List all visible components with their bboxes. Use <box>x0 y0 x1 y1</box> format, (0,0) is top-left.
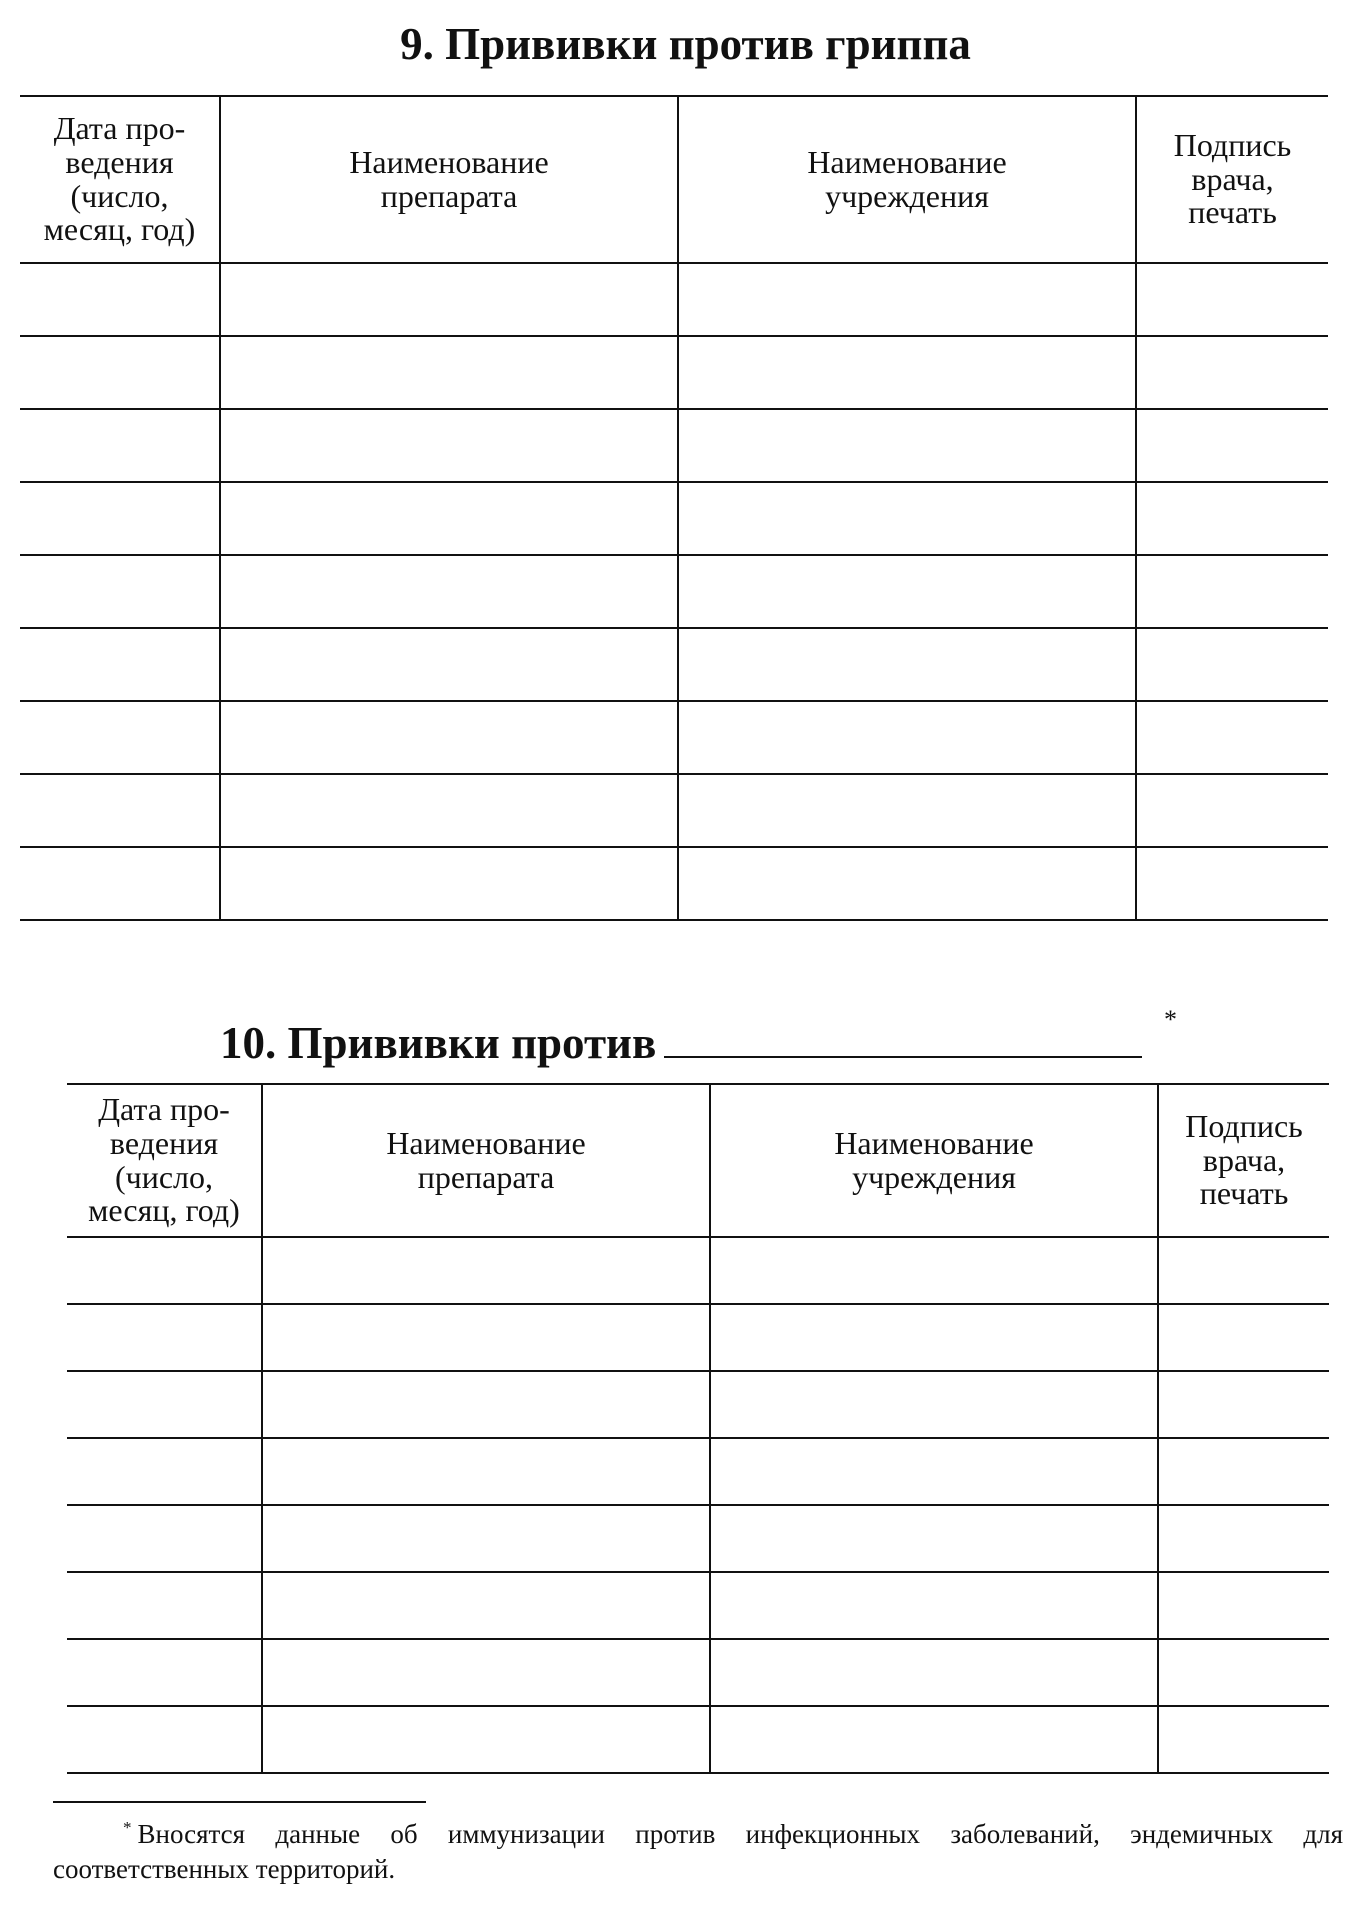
footnote-divider <box>53 1801 426 1803</box>
table-row <box>20 628 1328 701</box>
flu-vaccination-table <box>20 95 1328 921</box>
header-preparation-label: Наименование препарата <box>349 143 549 214</box>
signature-cell[interactable] <box>1136 409 1328 482</box>
preparation-cell[interactable] <box>262 1505 710 1572</box>
institution-cell[interactable] <box>710 1304 1158 1371</box>
table-row <box>20 482 1328 555</box>
preparation-cell[interactable] <box>220 847 678 920</box>
institution-cell[interactable] <box>678 847 1136 920</box>
preparation-cell[interactable] <box>220 774 678 847</box>
table-row <box>67 1572 1329 1639</box>
date-cell[interactable] <box>67 1505 262 1572</box>
header-date-label: Дата про- ведения (число, месяц, год) <box>43 110 196 248</box>
preparation-cell[interactable] <box>262 1639 710 1706</box>
institution-cell[interactable] <box>710 1639 1158 1706</box>
table-header-row <box>67 1084 1329 1237</box>
date-cell[interactable] <box>67 1572 262 1639</box>
date-cell[interactable] <box>67 1706 262 1773</box>
institution-cell[interactable] <box>710 1505 1158 1572</box>
header-signature-label: Подпись врача, печать <box>1173 127 1292 231</box>
institution-cell[interactable] <box>678 263 1136 336</box>
table-row <box>20 555 1328 628</box>
footnote <box>53 1817 1343 1886</box>
table-row <box>20 847 1328 920</box>
table-row <box>20 774 1328 847</box>
preparation-cell[interactable] <box>220 336 678 409</box>
institution-cell[interactable] <box>678 409 1136 482</box>
header-date <box>20 96 220 263</box>
footnote-mark: * <box>123 1818 132 1837</box>
other-vaccination-table <box>67 1083 1329 1774</box>
preparation-cell[interactable] <box>220 482 678 555</box>
table-body <box>20 263 1328 920</box>
institution-cell[interactable] <box>678 628 1136 701</box>
header-preparation <box>262 1084 710 1237</box>
date-cell[interactable] <box>20 628 220 701</box>
header-preparation <box>220 96 678 263</box>
signature-cell[interactable] <box>1158 1304 1329 1371</box>
header-date-label: Дата про- ведения (число, месяц, год) <box>88 1091 240 1229</box>
date-cell[interactable] <box>20 263 220 336</box>
preparation-cell[interactable] <box>262 1304 710 1371</box>
signature-cell[interactable] <box>1158 1438 1329 1505</box>
date-cell[interactable] <box>67 1237 262 1304</box>
signature-cell[interactable] <box>1136 701 1328 774</box>
institution-cell[interactable] <box>678 482 1136 555</box>
table-row <box>67 1371 1329 1438</box>
date-cell[interactable] <box>20 847 220 920</box>
institution-cell[interactable] <box>678 774 1136 847</box>
header-signature <box>1158 1084 1329 1237</box>
preparation-cell[interactable] <box>262 1706 710 1773</box>
date-cell[interactable] <box>67 1438 262 1505</box>
institution-cell[interactable] <box>710 1237 1158 1304</box>
preparation-cell[interactable] <box>262 1371 710 1438</box>
table-row <box>67 1438 1329 1505</box>
signature-cell[interactable] <box>1158 1371 1329 1438</box>
institution-cell[interactable] <box>678 555 1136 628</box>
table-row <box>20 409 1328 482</box>
table-row <box>20 336 1328 409</box>
preparation-cell[interactable] <box>262 1572 710 1639</box>
date-cell[interactable] <box>20 336 220 409</box>
table-header-row <box>20 96 1328 263</box>
table-row <box>20 701 1328 774</box>
institution-cell[interactable] <box>710 1371 1158 1438</box>
date-cell[interactable] <box>20 555 220 628</box>
signature-cell[interactable] <box>1136 263 1328 336</box>
preparation-cell[interactable] <box>220 701 678 774</box>
table-body <box>67 1237 1329 1773</box>
header-signature-label: Подпись врача, печать <box>1185 1108 1303 1212</box>
table-row <box>67 1237 1329 1304</box>
section-9-title <box>0 19 1371 69</box>
signature-cell[interactable] <box>1158 1706 1329 1773</box>
institution-cell[interactable] <box>710 1572 1158 1639</box>
date-cell[interactable] <box>20 774 220 847</box>
date-cell[interactable] <box>20 701 220 774</box>
footnote-text: Вносятся данные об иммунизации против инфекционных заболеваний, эндемичных для соответственных территорий. <box>53 1819 1343 1884</box>
date-cell[interactable] <box>67 1639 262 1706</box>
section-10-title <box>220 1016 1142 1066</box>
preparation-cell[interactable] <box>220 628 678 701</box>
header-institution <box>710 1084 1158 1237</box>
signature-cell[interactable] <box>1136 336 1328 409</box>
table-row <box>67 1304 1329 1371</box>
signature-cell[interactable] <box>1136 774 1328 847</box>
disease-name-blank[interactable] <box>664 1016 1142 1058</box>
signature-cell[interactable] <box>1158 1237 1329 1304</box>
institution-cell[interactable] <box>678 701 1136 774</box>
signature-cell[interactable] <box>1158 1639 1329 1706</box>
signature-cell[interactable] <box>1136 482 1328 555</box>
signature-cell[interactable] <box>1136 628 1328 701</box>
section-9-title-text: 9. Прививки против гриппа <box>400 19 971 69</box>
signature-cell[interactable] <box>1158 1572 1329 1639</box>
table-row <box>67 1706 1329 1773</box>
table-row <box>67 1505 1329 1572</box>
header-signature <box>1136 96 1328 263</box>
header-preparation-label: Наименование препарата <box>386 1124 586 1195</box>
header-institution-label: Наименование учреждения <box>834 1124 1034 1195</box>
header-date <box>67 1084 262 1237</box>
institution-cell[interactable] <box>710 1438 1158 1505</box>
date-cell[interactable] <box>67 1371 262 1438</box>
preparation-cell[interactable] <box>220 555 678 628</box>
preparation-cell[interactable] <box>220 409 678 482</box>
table-row <box>20 263 1328 336</box>
signature-cell[interactable] <box>1136 555 1328 628</box>
header-institution <box>678 96 1136 263</box>
section-10-title-text: 10. Прививки против <box>220 1018 657 1068</box>
header-institution-label: Наименование учреждения <box>807 143 1007 214</box>
table-row <box>67 1639 1329 1706</box>
signature-cell[interactable] <box>1158 1505 1329 1572</box>
institution-cell[interactable] <box>678 336 1136 409</box>
date-cell[interactable] <box>20 409 220 482</box>
preparation-cell[interactable] <box>220 263 678 336</box>
preparation-cell[interactable] <box>262 1438 710 1505</box>
date-cell[interactable] <box>67 1304 262 1371</box>
date-cell[interactable] <box>20 482 220 555</box>
institution-cell[interactable] <box>710 1706 1158 1773</box>
preparation-cell[interactable] <box>262 1237 710 1304</box>
signature-cell[interactable] <box>1136 847 1328 920</box>
footnote-reference-mark: * <box>1164 1005 1177 1034</box>
